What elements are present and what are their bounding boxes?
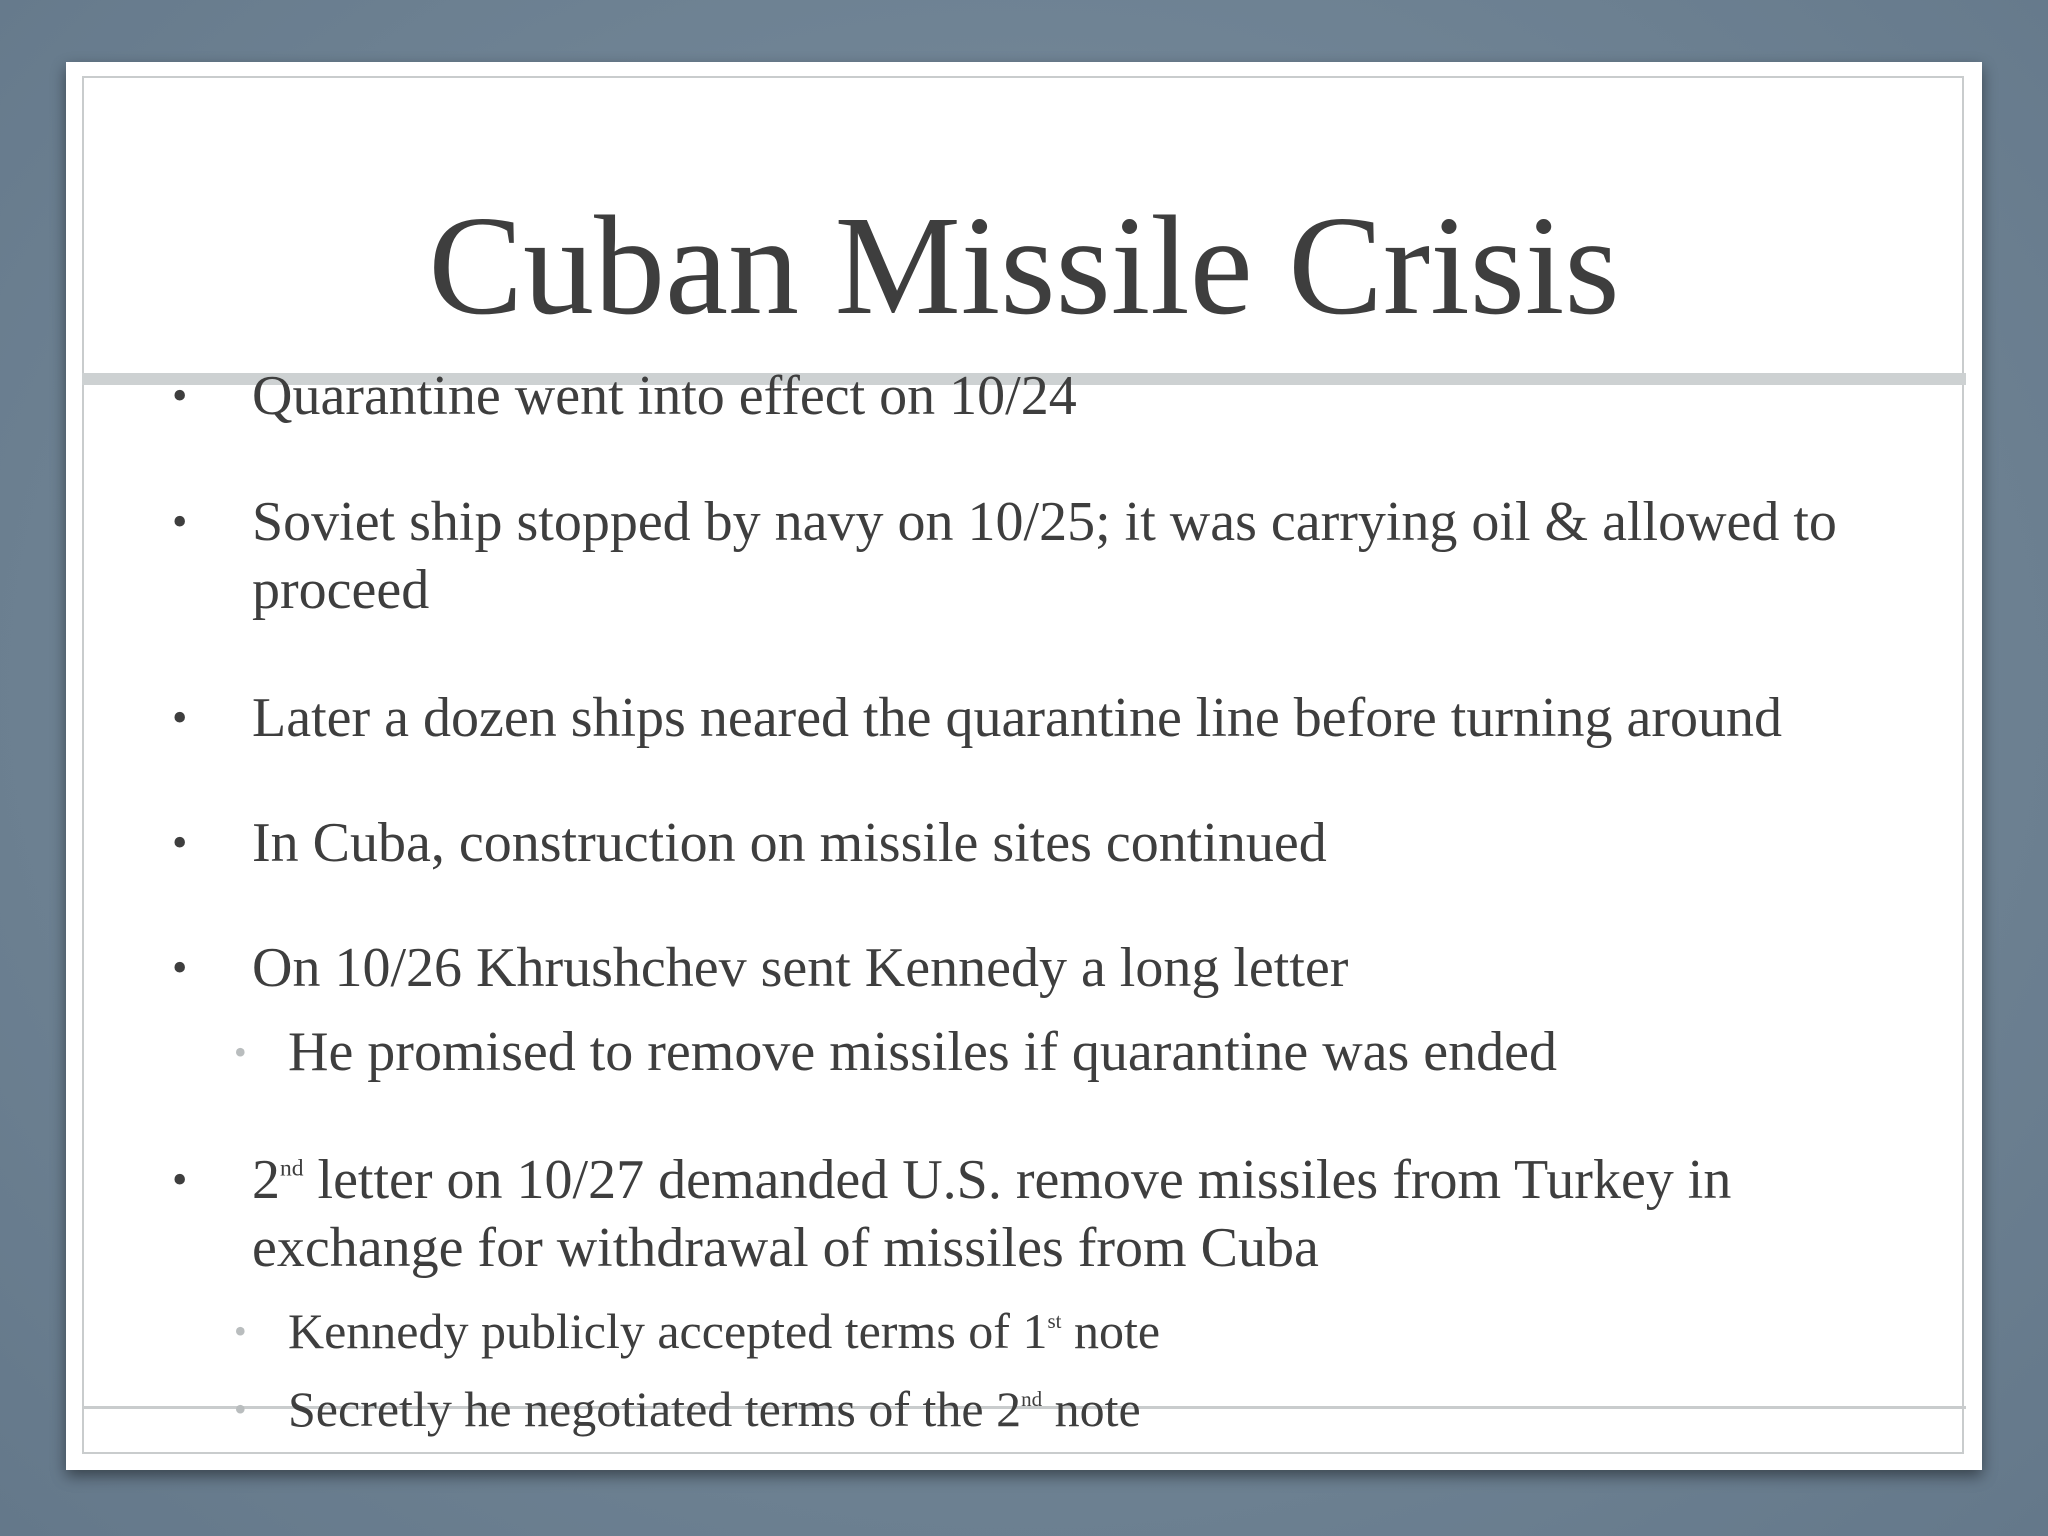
bullet-text: In Cuba, construction on missile sites continued [252, 812, 1327, 874]
bullet-item [172, 488, 1946, 624]
slide-title: Cuban Missile Crisis [428, 186, 1620, 344]
slide-body [66, 62, 1982, 1470]
bullet-dot-icon: • [172, 818, 188, 867]
bullet-dot-icon: • [172, 693, 188, 742]
bullet-text: Quarantine went into effect on 10/24 [252, 365, 1077, 427]
bullet-item [172, 934, 1946, 1002]
bullet-item [172, 684, 1946, 752]
bullet-dot-icon: • [172, 371, 188, 420]
bullet-item [172, 809, 1946, 877]
sub-bullet-item [234, 1378, 1940, 1440]
sub-bullet-item [234, 1018, 1940, 1086]
bullet-item [172, 362, 1946, 430]
bullet-text: Later a dozen ships neared the quarantine line before turning around [252, 687, 1783, 749]
sub-bullet-dot-icon: • [234, 1311, 247, 1351]
bullet-dot-icon: • [172, 497, 188, 546]
sub-bullet-item [234, 1300, 1940, 1362]
sub-bullet-text: Kennedy publicly accepted terms of 1st note [288, 1303, 1161, 1359]
bullet-item [172, 1146, 1946, 1282]
ordinal-number: 2 [252, 1149, 280, 1211]
ordinal-suffix: nd [1021, 1387, 1043, 1412]
sub-bullet-dot-icon: • [234, 1032, 247, 1072]
sub-bullet-text: He promised to remove missiles if quarantine was ended [288, 1021, 1557, 1083]
ordinal-suffix: st [1047, 1309, 1062, 1334]
bullet-text: On 10/26 Khrushchev sent Kennedy a long letter [252, 937, 1349, 999]
bullet-dot-icon: • [172, 943, 188, 992]
bullet-dot-icon: • [172, 1155, 188, 1204]
slide [66, 62, 1982, 1470]
sub-bullet-dot-icon: • [234, 1389, 247, 1429]
bullet-text: Soviet ship stopped by navy on 10/25; it was carrying oil & allowed to proceed [252, 491, 1837, 621]
bullet-text-rest: letter on 10/27 demanded U.S. remove missiles from Turkey in exchange for withdrawal of missiles from Cuba [252, 1149, 1732, 1279]
ordinal-suffix: nd [280, 1155, 304, 1182]
bullet-text [252, 1146, 1946, 1282]
sub-bullet-text: Secretly he negotiated terms of the 2nd note [288, 1381, 1141, 1437]
